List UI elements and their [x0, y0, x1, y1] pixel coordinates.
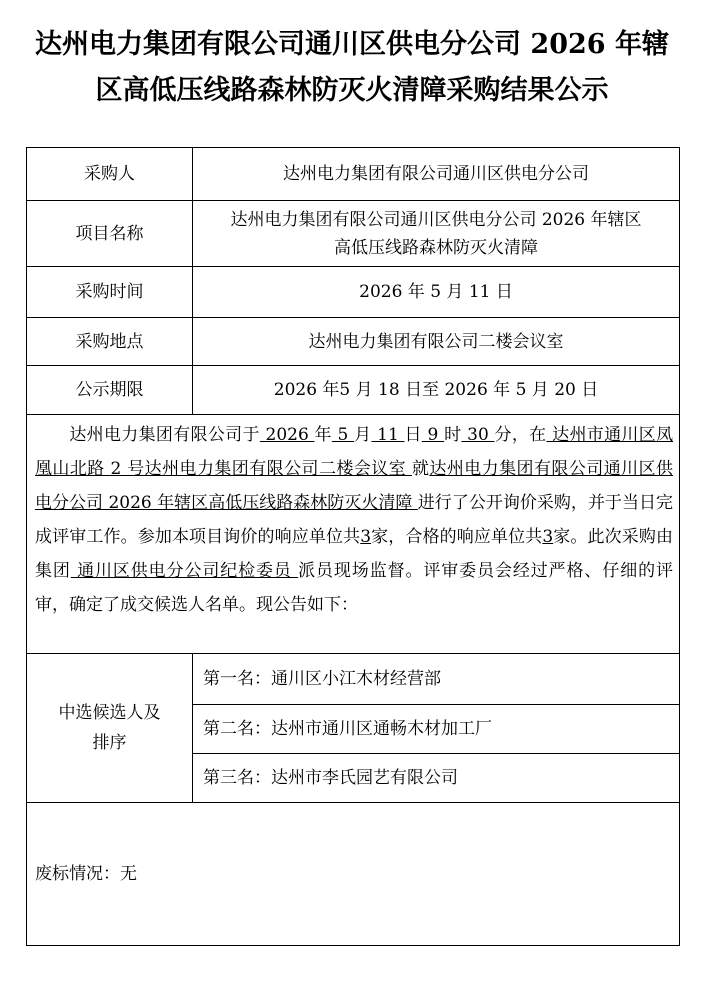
candidate-first: 第一名：通川区小江木材经营部 — [203, 669, 441, 689]
para-text: 年 — [314, 425, 332, 445]
para-text: 达州电力集团有限公司于 — [69, 425, 260, 445]
project-name-value — [193, 201, 679, 266]
para-respond-count: 3 — [360, 527, 372, 547]
para-text: 进行了公开询价采购，并于当日完成评审工作。参加本项目询价的响应单位共 — [35, 493, 673, 547]
purchase-time-value: 2026 年 5 月 11 日 — [359, 282, 513, 302]
project-name-line-2: 高低压线路森林防灭火清障 — [334, 237, 538, 258]
candidates-label — [27, 654, 192, 802]
purchase-location-value: 达州电力集团有限公司二楼会议室 — [308, 331, 564, 352]
para-supervisor: 通川区供电分公司纪检委员 — [70, 561, 299, 581]
para-text: 家。此次采购由集团 — [35, 527, 674, 581]
document-title — [0, 22, 704, 114]
abandoned-bid-status: 废标情况：无 — [35, 864, 137, 884]
para-project: 达州电力集团有限公司通川区供电分公司 2026 年辖区高低压线路森林防灭火清障 — [35, 459, 674, 513]
notice-period-label: 公示期限 — [75, 380, 144, 400]
para-text: 日 — [404, 425, 422, 445]
para-day: 11 — [371, 425, 405, 445]
candidate-second: 第二名：达州市通川区通畅木材加工厂 — [203, 719, 492, 739]
para-text: 月 — [354, 425, 372, 445]
row-divider — [27, 414, 679, 415]
announcement-paragraph — [35, 418, 673, 622]
purchaser-label: 采购人 — [84, 164, 135, 184]
candidates-label-line-1: 中选候选人及 — [58, 703, 161, 723]
candidate-third: 第三名：达州市李氏园艺有限公司 — [203, 768, 458, 788]
notice-period-value: 2026 年5 月 18 日至 2026 年 5 月 20 日 — [273, 380, 599, 400]
para-year: 2026 — [259, 425, 315, 445]
purchase-location-label: 采购地点 — [75, 331, 144, 352]
purchaser-value: 达州电力集团有限公司通川区供电分公司 — [283, 164, 589, 184]
result-table — [26, 147, 680, 946]
purchase-time-label: 采购时间 — [75, 282, 144, 302]
para-location: 达州市通川区凤凰山北路 2 号达州电力集团有限公司二楼会议室 — [35, 425, 674, 479]
project-name-label: 项目名称 — [75, 223, 144, 244]
title-line-1: 达州电力集团有限公司通川区供电分公司 2026 年辖 — [35, 29, 669, 60]
para-month: 5 — [331, 425, 355, 445]
project-name-line-1: 达州电力集团有限公司通川区供电分公司 2026 年辖区 — [230, 209, 642, 230]
title-line-2: 区高低压线路森林防灭火清障采购结果公示 — [95, 75, 609, 106]
para-hour: 9 — [421, 425, 445, 445]
para-text: 家，合格的响应单位共 — [371, 527, 543, 547]
para-text: 就 — [411, 459, 430, 479]
candidates-label-line-2: 排序 — [92, 733, 127, 753]
para-text: 时 — [444, 425, 462, 445]
para-text: 派员现场监督。评审委员会经过严格、仔细的评审，确定了成交候选人名单。现公告如下： — [35, 561, 674, 615]
para-minute: 30 — [461, 425, 495, 445]
para-text: 分，在 — [494, 425, 547, 445]
para-qualified-count: 3 — [542, 527, 554, 547]
